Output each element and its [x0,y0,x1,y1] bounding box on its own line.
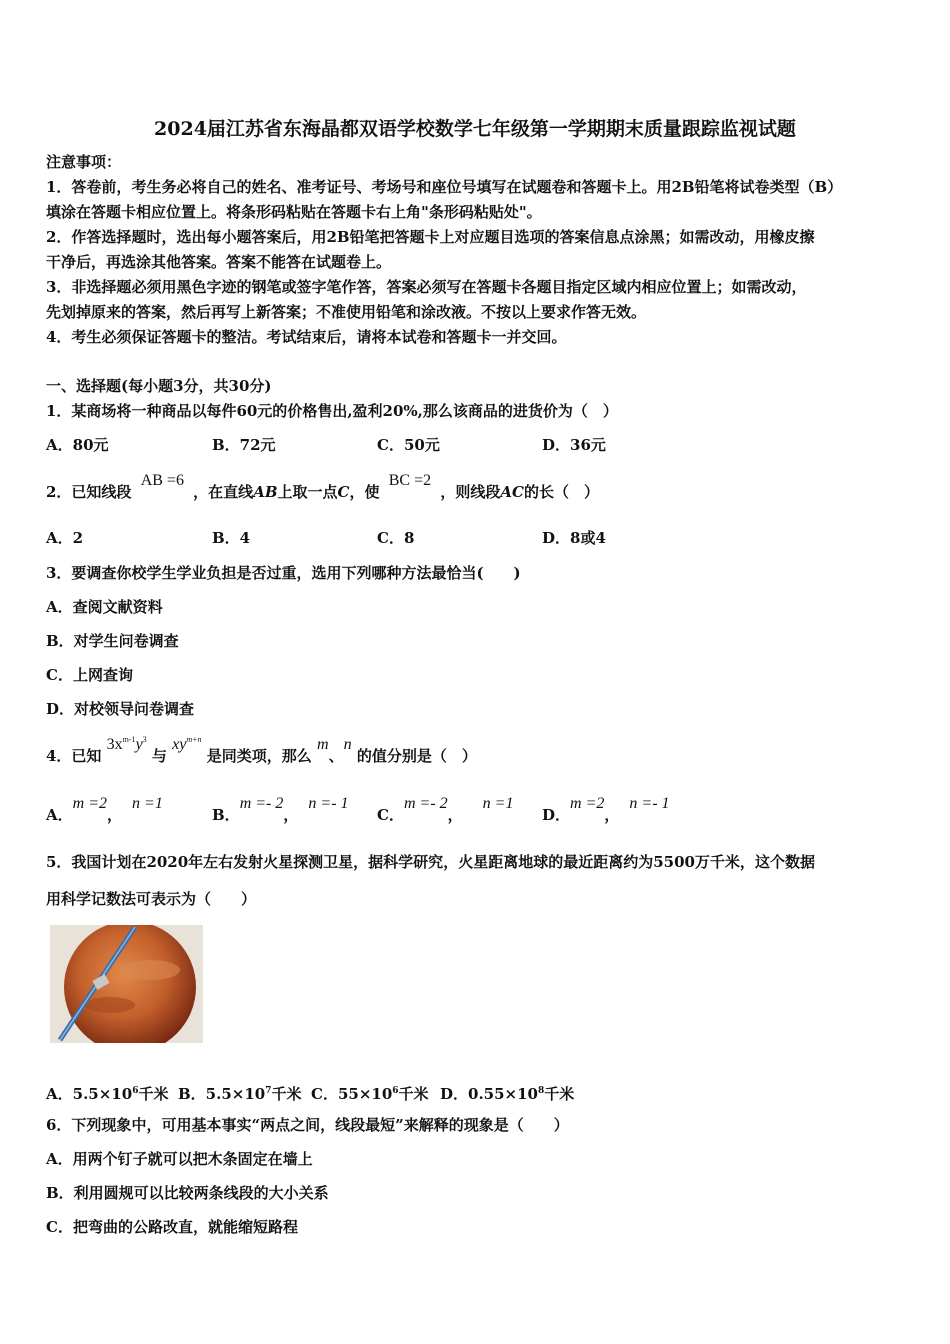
q4-text: 是同类项，那么 [206,747,312,765]
q4-term-2: $xy^{m+n}$ [172,735,202,753]
q4-separator: 、 [328,747,344,765]
q5-option-b: B．$5.5\times 10^7$千米 [178,1085,302,1103]
q2-var-c: C [337,483,350,501]
q4-text: 的值分别是（ ） [356,747,477,765]
q3-option-a: A．查阅文献资料 [46,598,163,616]
q4-option-a: A．m =2，n =1 [46,795,163,824]
question-4-stem [46,735,477,769]
q5-option-c: C．$55\times 10^6$千米 [311,1085,429,1103]
q4-option-c: C．m =- 2，n =1 [377,795,514,824]
mars-illustration [50,925,203,1043]
q6-option-a: A．用两个钉子就可以把木条固定在墙上 [46,1150,313,1168]
q2-option-c: C．8 [377,529,415,547]
notice-line: 先划掉原来的答案，然后再写上新答案；不准使用铅笔和涂改液。不按以上要求作答无效。 [46,303,647,321]
q2-var-ac: AC [500,483,524,501]
q5-option-a: A．$5.5\times 10^6$千米 [46,1085,169,1103]
question-5-line-2: 用科学记数法可表示为（ ） [46,890,257,908]
q4-text: 与 [151,747,167,765]
q2-text: 的长（ ） [523,483,599,501]
notice-line: 1．答卷前，考生务必将自己的姓名、准考证号、考场号和座位号填写在试题卷和答题卡上。用2B铅笔将试卷类型（B） [46,178,843,196]
section-heading: 一、选择题(每小题3分，共30分) [46,377,272,395]
q2-text: 上取一点 [277,483,338,501]
q4-text: 4．已知 [46,747,102,765]
q2-var-ab: AB [253,483,278,501]
q4-term-1: $3x^{m-1}y^3$ [106,735,147,753]
q5-option-d: D．$0.55\times 10^8$千米 [440,1085,575,1103]
q2-text: 2．已知线段 [46,483,132,501]
q2-option-a: A．2 [46,529,84,547]
question-3-stem: 3．要调查你校学生学业负担是否过重，选用下列哪种方法最恰当( ) [46,564,521,582]
q1-option-a: A．80元 [46,436,109,454]
q2-math-bc: BC =2 [388,472,432,489]
q3-option-c: C．上网查询 [46,666,133,684]
q2-math-ab: AB =6 [140,472,184,489]
q1-option-b: B．72元 [212,436,276,454]
notice-heading: 注意事项： [46,153,122,171]
notice-line: 2．作答选择题时，选出每小题答案后，用2B铅笔把答题卡上对应题目选项的答案信息点涂黑；如需改动，用橡皮擦 [46,228,815,246]
q6-option-b: B．利用圆规可以比较两条线段的大小关系 [46,1184,329,1202]
notice-line: 干净后，再选涂其他答案。答案不能答在试题卷上。 [46,253,392,271]
q2-option-b: B．4 [212,529,251,547]
q1-option-c: C．50元 [377,436,440,454]
q4-option-d: D．m =2，n =- 1 [542,795,670,824]
notice-line: 3．非选择题必须用黑色字迹的钢笔或签字笔作答，答案必须写在答题卡各题目指定区域内相应位置上；如需改动， [46,278,807,296]
question-5-line-1: 5．我国计划在2020年左右发射火星探测卫星，据科学研究，火星距离地球的最近距离约为5500万千米，这个数据 [46,853,815,871]
q4-var-m: m [317,736,329,753]
notice-line: 4．考生必须保证答题卡的整洁。考试结束后，请将本试卷和答题卡一并交回。 [46,328,567,346]
q4-option-b: B．m =- 2，n =- 1 [212,795,349,824]
q2-text: ，在直线 [193,483,254,501]
q3-option-b: B．对学生问卷调查 [46,632,179,650]
q4-var-n: n [343,736,352,753]
page-title: 2024届江苏省东海晶都双语学校数学七年级第一学期期末质量跟踪监视试题 [154,118,796,140]
q2-option-d: D．8或4 [542,529,606,547]
mars-probe-image [50,925,203,1043]
question-6-stem: 6．下列现象中，可用基本事实“两点之间，线段最短”来解释的现象是（ ） [46,1116,569,1134]
notice-line: 填涂在答题卡相应位置上。将条形码粘贴在答题卡右上角"条形码粘贴处"。 [46,203,542,221]
q1-option-d: D．36元 [542,436,606,454]
q3-option-d: D．对校领导问卷调查 [46,700,195,718]
question-1-stem: 1．某商场将一种商品以每件60元的价格售出,盈利20%,那么该商品的进货价为（ ） [46,402,618,420]
q2-text: ，则线段 [440,483,501,501]
question-2-stem [46,472,599,503]
q6-option-c: C．把弯曲的公路改直，就能缩短路程 [46,1218,298,1236]
q2-text: ，使 [349,483,380,501]
